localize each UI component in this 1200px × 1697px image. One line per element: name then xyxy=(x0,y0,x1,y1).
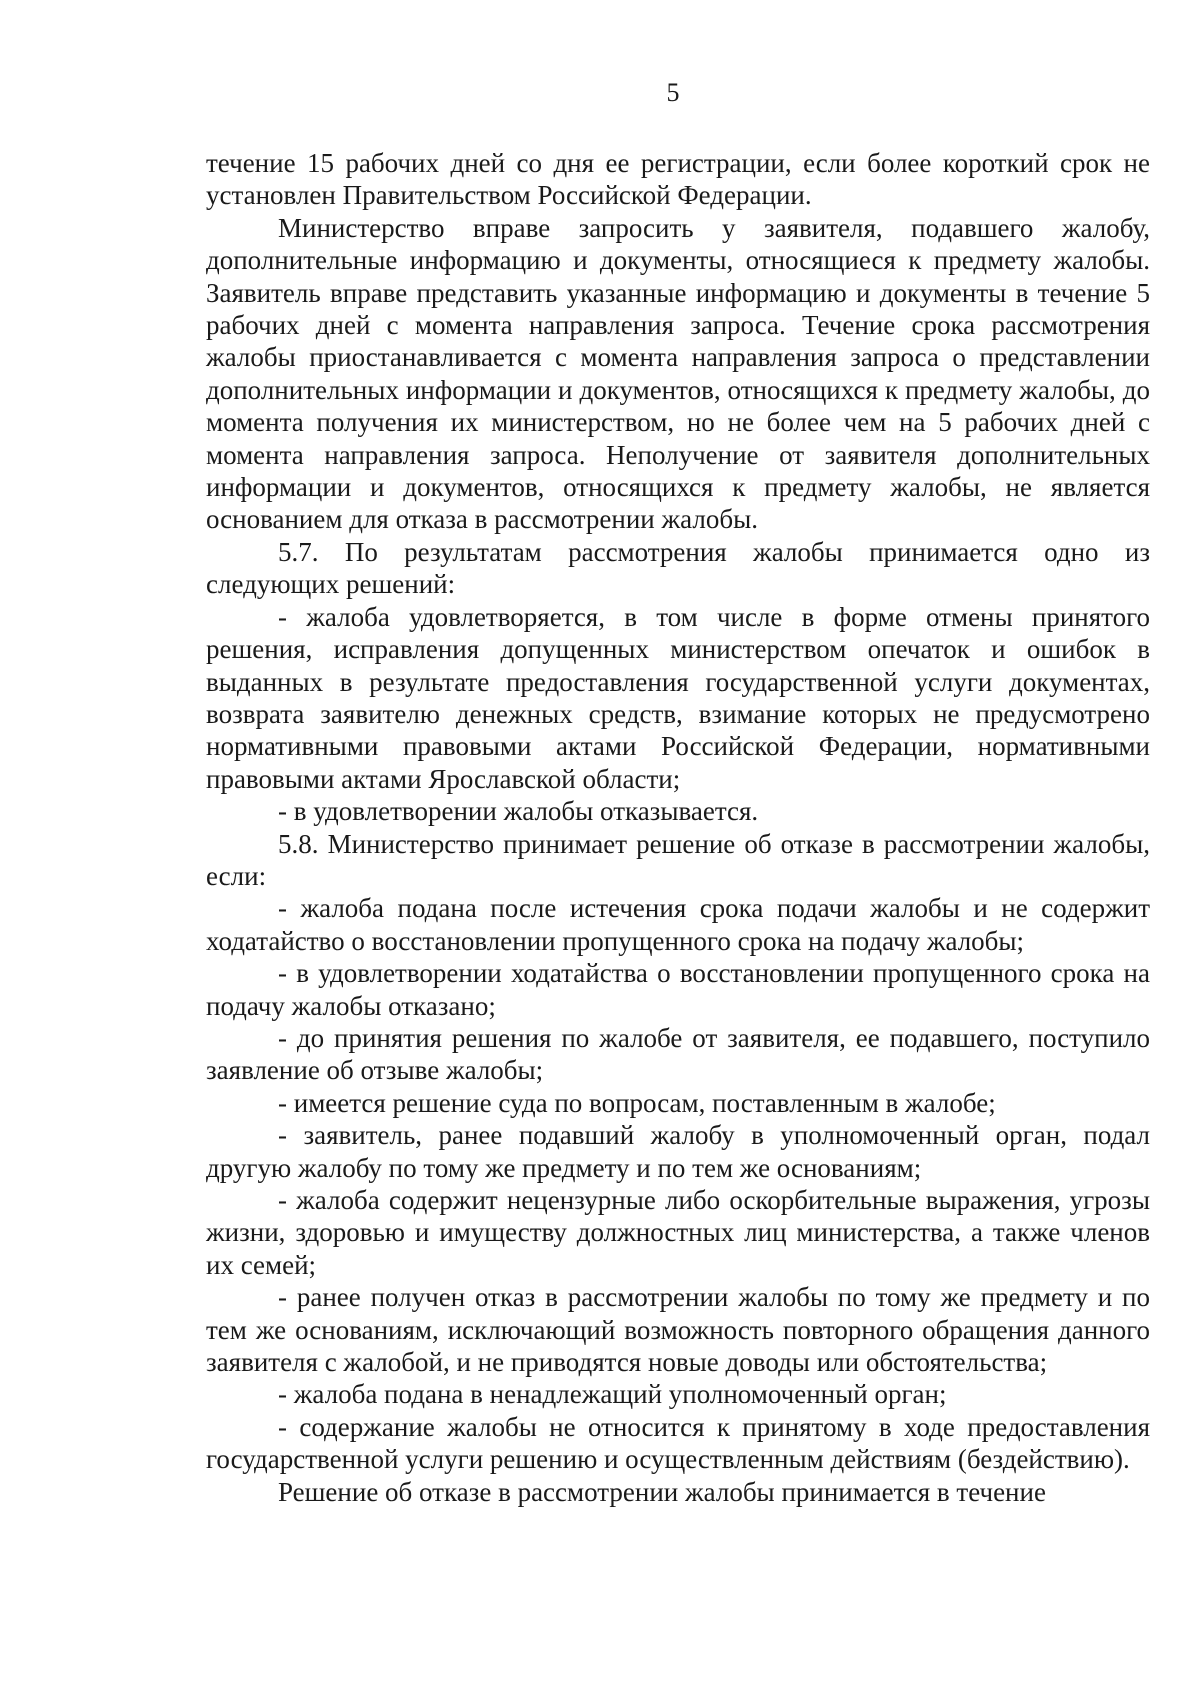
page-number: 5 xyxy=(666,78,680,107)
list-item: - ранее получен отказ в рассмотрении жалобы по тому же предмету и по тем же основаниям, исключающий возможность повторного обращения данного заявителя с жалобой, и не приводятся новые доводы или обстоятельства; xyxy=(206,1282,1150,1378)
list-item: - в удовлетворении ходатайства о восстановлении пропущенного срока на подачу жалобы отказано; xyxy=(206,958,1150,1021)
list-item: - жалоба подана в ненадлежащий уполномоченный орган; xyxy=(278,1379,947,1410)
list-item: - жалоба удовлетворяется, в том числе в форме отмены принятого решения, исправления допущенных министерством опечаток и ошибок в выданных в результате предоставления государственной услуги документах, возврата заявителю денежных средств, взимание которых не предусмотрено нормативными правовыми актами Российской Федерации, нормативными правовыми актами Ярославской области; xyxy=(206,601,1150,794)
document-body xyxy=(206,147,1150,1508)
paragraph: течение 15 рабочих дней со дня ее регистрации, если более короткий срок не установлен Правительством Российской Федерации. xyxy=(206,148,1150,211)
list-item: - содержание жалобы не относится к принятому в ходе предоставления государственной услуги решению и осуществленным действиям (бездействию). xyxy=(206,1411,1150,1475)
section-heading-5-8: 5.8. Министерство принимает решение об отказе в рассмотрении жалобы, если: xyxy=(206,828,1150,891)
list-item: - до принятия решения по жалобе от заявителя, ее подавшего, поступило заявление об отзыве жалобы; xyxy=(206,1022,1150,1086)
section-heading-5-7: 5.7. По результатам рассмотрения жалобы принимается одно из следующих решений: xyxy=(206,536,1150,600)
list-item: - заявитель, ранее подавший жалобу в уполномоченный орган, подал другую жалобу по тому же предмету и по тем же основаниям; xyxy=(206,1120,1150,1183)
paragraph: Министерство вправе запросить у заявителя, подавшего жалобу, дополнительные информацию и документы, относящиеся к предмету жалобы. Заявитель вправе представить указанные информацию и документы в течение 5 рабочих дней с момента направления запроса. Течение срока рассмотрения жалобы приостанавливается с момента направления запроса о представлении дополнительных информации и документов, относящихся к предмету жалобы, до момента получения их министерством, но не более чем на 5 рабочих дней с момента направления запроса. Неполучение от заявителя дополнительных информации и документов, относящихся к предмету жалобы, не является основанием для отказа в рассмотрении жалобы. xyxy=(206,212,1150,535)
list-item: - в удовлетворении жалобы отказывается. xyxy=(278,796,759,827)
paragraph: Решение об отказе в рассмотрении жалобы принимается в течение xyxy=(278,1476,1046,1507)
list-item: - жалоба содержит нецензурные либо оскорбительные выражения, угрозы жизни, здоровью и имуществу должностных лиц министерства, а также членов их семей; xyxy=(206,1185,1150,1280)
list-item: - жалоба подана после истечения срока подачи жалобы и не содержит ходатайство о восстановлении пропущенного срока на подачу жалобы; xyxy=(206,893,1150,956)
list-item: - имеется решение суда по вопросам, поставленным в жалобе; xyxy=(278,1087,996,1118)
